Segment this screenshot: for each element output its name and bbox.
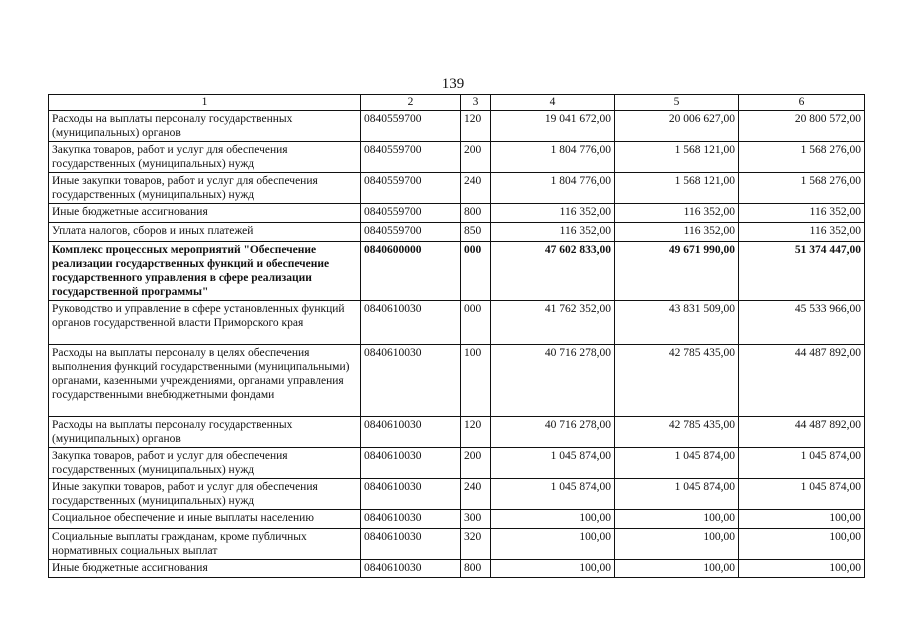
row-value-cell-4: 116 352,00 <box>491 204 615 223</box>
table-row <box>49 529 865 560</box>
row-code-cell: 0840610030 <box>361 345 461 417</box>
row-code-cell: 0840559700 <box>361 142 461 173</box>
row-value-cell-5: 49 671 990,00 <box>615 242 739 301</box>
row-value-cell-4: 40 716 278,00 <box>491 345 615 417</box>
row-name-cell: Иные закупки товаров, работ и услуг для обеспечения государственных (муниципальных) нужд <box>49 173 361 204</box>
header-row <box>49 95 865 111</box>
table-row <box>49 142 865 173</box>
row-type-cell: 320 <box>461 529 491 560</box>
row-value-cell-6: 20 800 572,00 <box>739 111 865 142</box>
row-value-cell-4: 41 762 352,00 <box>491 301 615 345</box>
row-name-cell: Расходы на выплаты персоналу в целях обеспечения выполнения функций государственными (муниципальными) органами, казенными учреждениями, органами управления государственными внебюджетными фондами <box>49 345 361 417</box>
page-number: 139 <box>441 76 465 92</box>
header-cell-5: 5 <box>615 95 739 111</box>
row-value-cell-6: 45 533 966,00 <box>739 301 865 345</box>
row-code-cell: 0840610030 <box>361 510 461 529</box>
row-type-cell: 120 <box>461 111 491 142</box>
row-value-cell-5: 1 045 874,00 <box>615 479 739 510</box>
table-row <box>49 204 865 223</box>
table-row <box>49 111 865 142</box>
row-type-cell: 850 <box>461 223 491 242</box>
row-code-cell: 0840559700 <box>361 223 461 242</box>
table-row <box>49 479 865 510</box>
row-value-cell-5: 20 006 627,00 <box>615 111 739 142</box>
row-value-cell-6: 116 352,00 <box>739 223 865 242</box>
row-value-cell-5: 1 568 121,00 <box>615 142 739 173</box>
header-cell-2: 2 <box>361 95 461 111</box>
row-value-cell-6: 100,00 <box>739 510 865 529</box>
row-name-cell: Закупка товаров, работ и услуг для обеспечения государственных (муниципальных) нужд <box>49 142 361 173</box>
header-cell-4: 4 <box>491 95 615 111</box>
row-type-cell: 100 <box>461 345 491 417</box>
row-value-cell-5: 116 352,00 <box>615 204 739 223</box>
row-name-cell: Иные закупки товаров, работ и услуг для обеспечения государственных (муниципальных) нужд <box>49 479 361 510</box>
row-type-cell: 000 <box>461 301 491 345</box>
table-row <box>49 242 865 301</box>
row-value-cell-4: 116 352,00 <box>491 223 615 242</box>
row-value-cell-4: 1 045 874,00 <box>491 448 615 479</box>
row-type-cell: 240 <box>461 479 491 510</box>
row-code-cell: 0840610030 <box>361 448 461 479</box>
table-row <box>49 301 865 345</box>
row-value-cell-5: 42 785 435,00 <box>615 417 739 448</box>
row-code-cell: 0840600000 <box>361 242 461 301</box>
row-name-cell: Иные бюджетные ассигнования <box>49 560 361 578</box>
table-row <box>49 345 865 417</box>
header-cell-6: 6 <box>739 95 865 111</box>
row-name-cell: Закупка товаров, работ и услуг для обеспечения государственных (муниципальных) нужд <box>49 448 361 479</box>
row-value-cell-4: 47 602 833,00 <box>491 242 615 301</box>
row-code-cell: 0840610030 <box>361 417 461 448</box>
row-name-cell: Иные бюджетные ассигнования <box>49 204 361 223</box>
row-value-cell-6: 44 487 892,00 <box>739 417 865 448</box>
table-body <box>49 95 865 578</box>
row-value-cell-6: 1 568 276,00 <box>739 142 865 173</box>
budget-table <box>48 94 865 578</box>
row-value-cell-5: 100,00 <box>615 510 739 529</box>
row-code-cell: 0840610030 <box>361 529 461 560</box>
row-code-cell: 0840559700 <box>361 111 461 142</box>
table-row <box>49 173 865 204</box>
row-name-cell: Социальные выплаты гражданам, кроме публичных нормативных социальных выплат <box>49 529 361 560</box>
header-cell-3: 3 <box>461 95 491 111</box>
row-value-cell-4: 19 041 672,00 <box>491 111 615 142</box>
row-name-cell: Уплата налогов, сборов и иных платежей <box>49 223 361 242</box>
row-value-cell-6: 1 045 874,00 <box>739 479 865 510</box>
row-type-cell: 200 <box>461 142 491 173</box>
row-code-cell: 0840610030 <box>361 560 461 578</box>
row-value-cell-6: 116 352,00 <box>739 204 865 223</box>
row-code-cell: 0840610030 <box>361 479 461 510</box>
table-row <box>49 510 865 529</box>
row-name-cell: Социальное обеспечение и иные выплаты населению <box>49 510 361 529</box>
row-code-cell: 0840610030 <box>361 301 461 345</box>
row-value-cell-6: 44 487 892,00 <box>739 345 865 417</box>
row-type-cell: 800 <box>461 204 491 223</box>
row-value-cell-4: 100,00 <box>491 560 615 578</box>
row-code-cell: 0840559700 <box>361 173 461 204</box>
table-row <box>49 417 865 448</box>
row-type-cell: 200 <box>461 448 491 479</box>
row-name-cell: Комплекс процессных мероприятий "Обеспечение реализации государственных функций и обеспечение государственного управления в сфере реализации государственной программы" <box>49 242 361 301</box>
row-value-cell-6: 100,00 <box>739 560 865 578</box>
row-value-cell-4: 100,00 <box>491 510 615 529</box>
row-value-cell-5: 42 785 435,00 <box>615 345 739 417</box>
row-value-cell-4: 100,00 <box>491 529 615 560</box>
row-value-cell-5: 116 352,00 <box>615 223 739 242</box>
row-value-cell-6: 51 374 447,00 <box>739 242 865 301</box>
row-value-cell-6: 1 045 874,00 <box>739 448 865 479</box>
row-value-cell-5: 100,00 <box>615 529 739 560</box>
table-row <box>49 448 865 479</box>
row-value-cell-5: 1 568 121,00 <box>615 173 739 204</box>
row-value-cell-4: 40 716 278,00 <box>491 417 615 448</box>
row-value-cell-4: 1 045 874,00 <box>491 479 615 510</box>
row-value-cell-5: 1 045 874,00 <box>615 448 739 479</box>
row-name-cell: Расходы на выплаты персоналу государственных (муниципальных) органов <box>49 417 361 448</box>
row-name-cell: Расходы на выплаты персоналу государственных (муниципальных) органов <box>49 111 361 142</box>
row-value-cell-5: 100,00 <box>615 560 739 578</box>
row-type-cell: 240 <box>461 173 491 204</box>
table-row <box>49 560 865 578</box>
row-type-cell: 300 <box>461 510 491 529</box>
row-type-cell: 120 <box>461 417 491 448</box>
row-value-cell-4: 1 804 776,00 <box>491 173 615 204</box>
row-value-cell-5: 43 831 509,00 <box>615 301 739 345</box>
row-type-cell: 000 <box>461 242 491 301</box>
header-cell-1: 1 <box>49 95 361 111</box>
row-value-cell-6: 1 568 276,00 <box>739 173 865 204</box>
row-name-cell: Руководство и управление в сфере установленных функций органов государственной власти Приморского края <box>49 301 361 345</box>
row-code-cell: 0840559700 <box>361 204 461 223</box>
table-row <box>49 223 865 242</box>
row-type-cell: 800 <box>461 560 491 578</box>
row-value-cell-6: 100,00 <box>739 529 865 560</box>
row-value-cell-4: 1 804 776,00 <box>491 142 615 173</box>
